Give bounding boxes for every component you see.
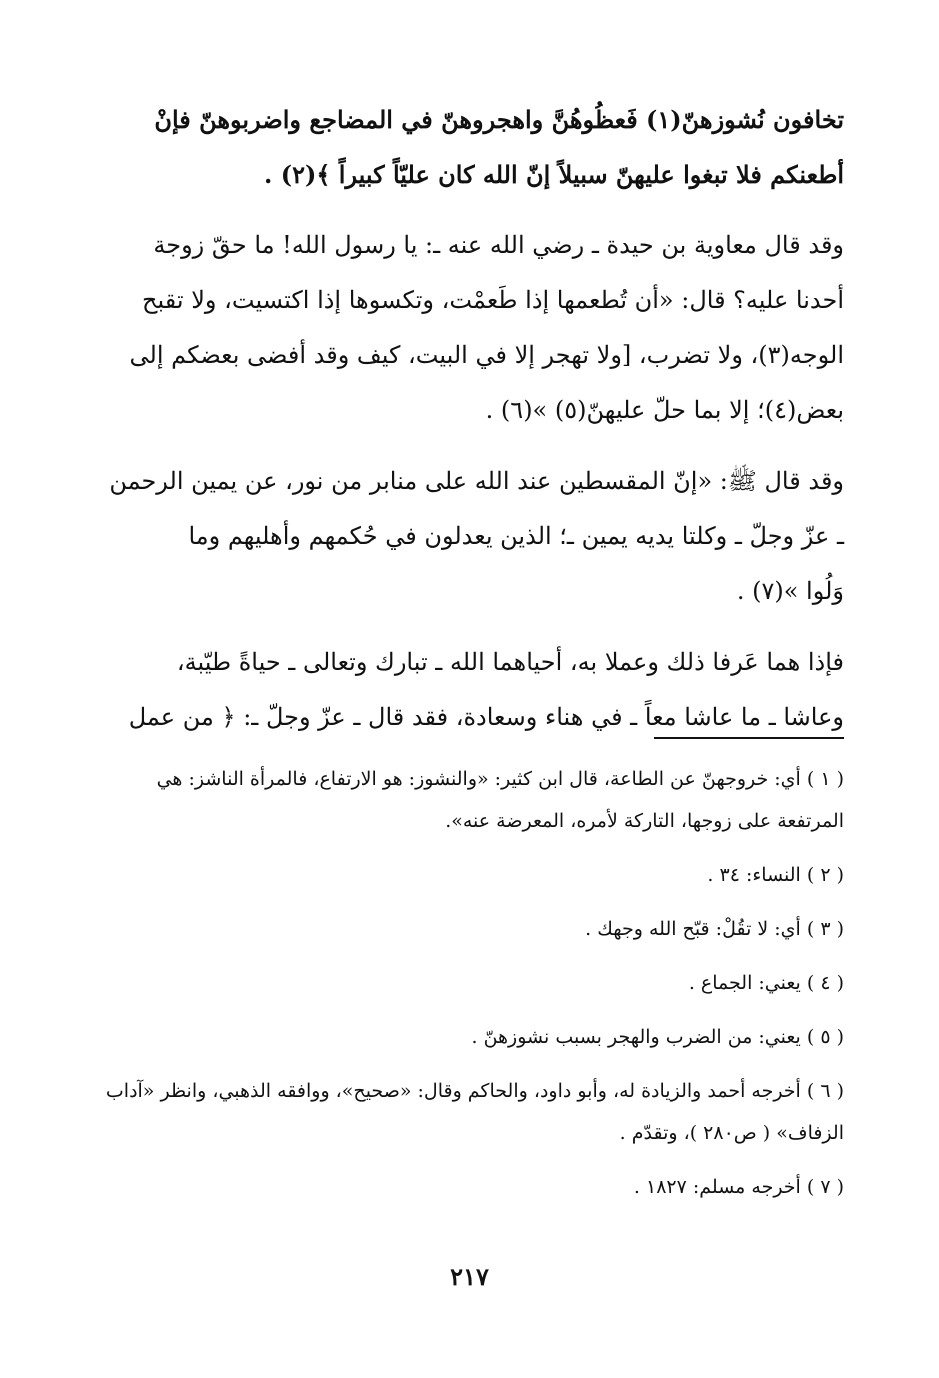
hadith-1-line-1: وقد قال معاوية بن حيدة ـ رضي الله عنه ـ: يا رسول الله! ما حقّ زوجة [153,231,844,259]
footnote-6: ( ٦ ) أخرجه أحمد والزيادة له، وأبو داود، والحاكم وقال: «صحيح»، ووافقه الذهبي، وانظر «آداب الزفاف» ( ص٢٨٠ )، وتقدّم . [105,1080,844,1144]
hadith-1-line-4: بعض(٤)؛ إلا بما حلّ عليهنّ(٥) »(٦) . [485,396,844,424]
closing-line-2: وعاشا ـ ما عاشا معاً ـ في هناء وسعادة، فقد قال ـ عزّ وجلّ ـ: ﴿ من عمل [128,703,844,731]
footnote-divider [654,737,844,739]
footnotes [89,758,844,1220]
hadith-1-line-2: أحدنا عليه؟ قال: «أن تُطعمها إذا طَعمْت، وتكسوها إذا اكتسيت، ولا تقبح [142,286,844,314]
footnote-1: ( ١ ) أي: خروجهنّ عن الطاعة، قال ابن كثير: «والنشوز: هو الارتفاع، فالمرأة الناشز: هي المرتفعة على زوجها، التاركة لأمره، المعرضة عنه». [156,768,844,832]
quran-line-2: أطعنكم فلا تبغوا عليهنّ سبيلاً إنّ الله كان عليّاً كبيراً ﴾(٢) . [264,160,844,189]
footnote-3: ( ٣ ) أي: لا تقُلْ: قبّح الله وجهك . [585,918,844,940]
footnote-7: ( ٧ ) أخرجه مسلم: ١٨٢٧ . [633,1176,844,1198]
hadith-paragraph-2 [89,454,844,619]
quran-line-1: تخافون نُشوزهنّ(١) فَعظُوهُنَّ واهجروهنّ في المضاجع واضربوهنّ فإنْ [154,105,844,134]
footnote-5: ( ٥ ) يعني: من الضرب والهجر بسبب نشوزهنّ . [471,1026,844,1048]
main-text [89,92,844,761]
footnote-4: ( ٤ ) يعني: الجماع . [688,972,844,994]
closing-line-1: فإذا هما عَرفا ذلك وعملا به، أحياهما الله ـ تبارك وتعالى ـ حياةً طيّبة، [176,648,844,676]
page-number: ٢١٧ [450,1262,489,1291]
hadith-paragraph-1 [89,218,844,438]
hadith-2-line-2: ـ عزّ وجلّ ـ وكلتا يديه يمين ـ؛ الذين يعدلون في حُكمهم وأهليهم وما [188,522,844,550]
footnote-2: ( ٢ ) النساء: ٣٤ . [707,864,844,886]
quran-verse-paragraph [89,92,844,202]
hadith-1-line-3: الوجه(٣)، ولا تضرب، [ولا تهجر إلا في البيت، كيف وقد أفضى بعضكم إلى [129,341,844,369]
closing-paragraph [89,635,844,745]
hadith-2-line-1: وقد قال ﷺ: «إنّ المقسطين عند الله على منابر من نور، عن يمين الرحمن [109,467,844,495]
hadith-2-line-3: وَلُوا »(٧) . [736,577,844,605]
